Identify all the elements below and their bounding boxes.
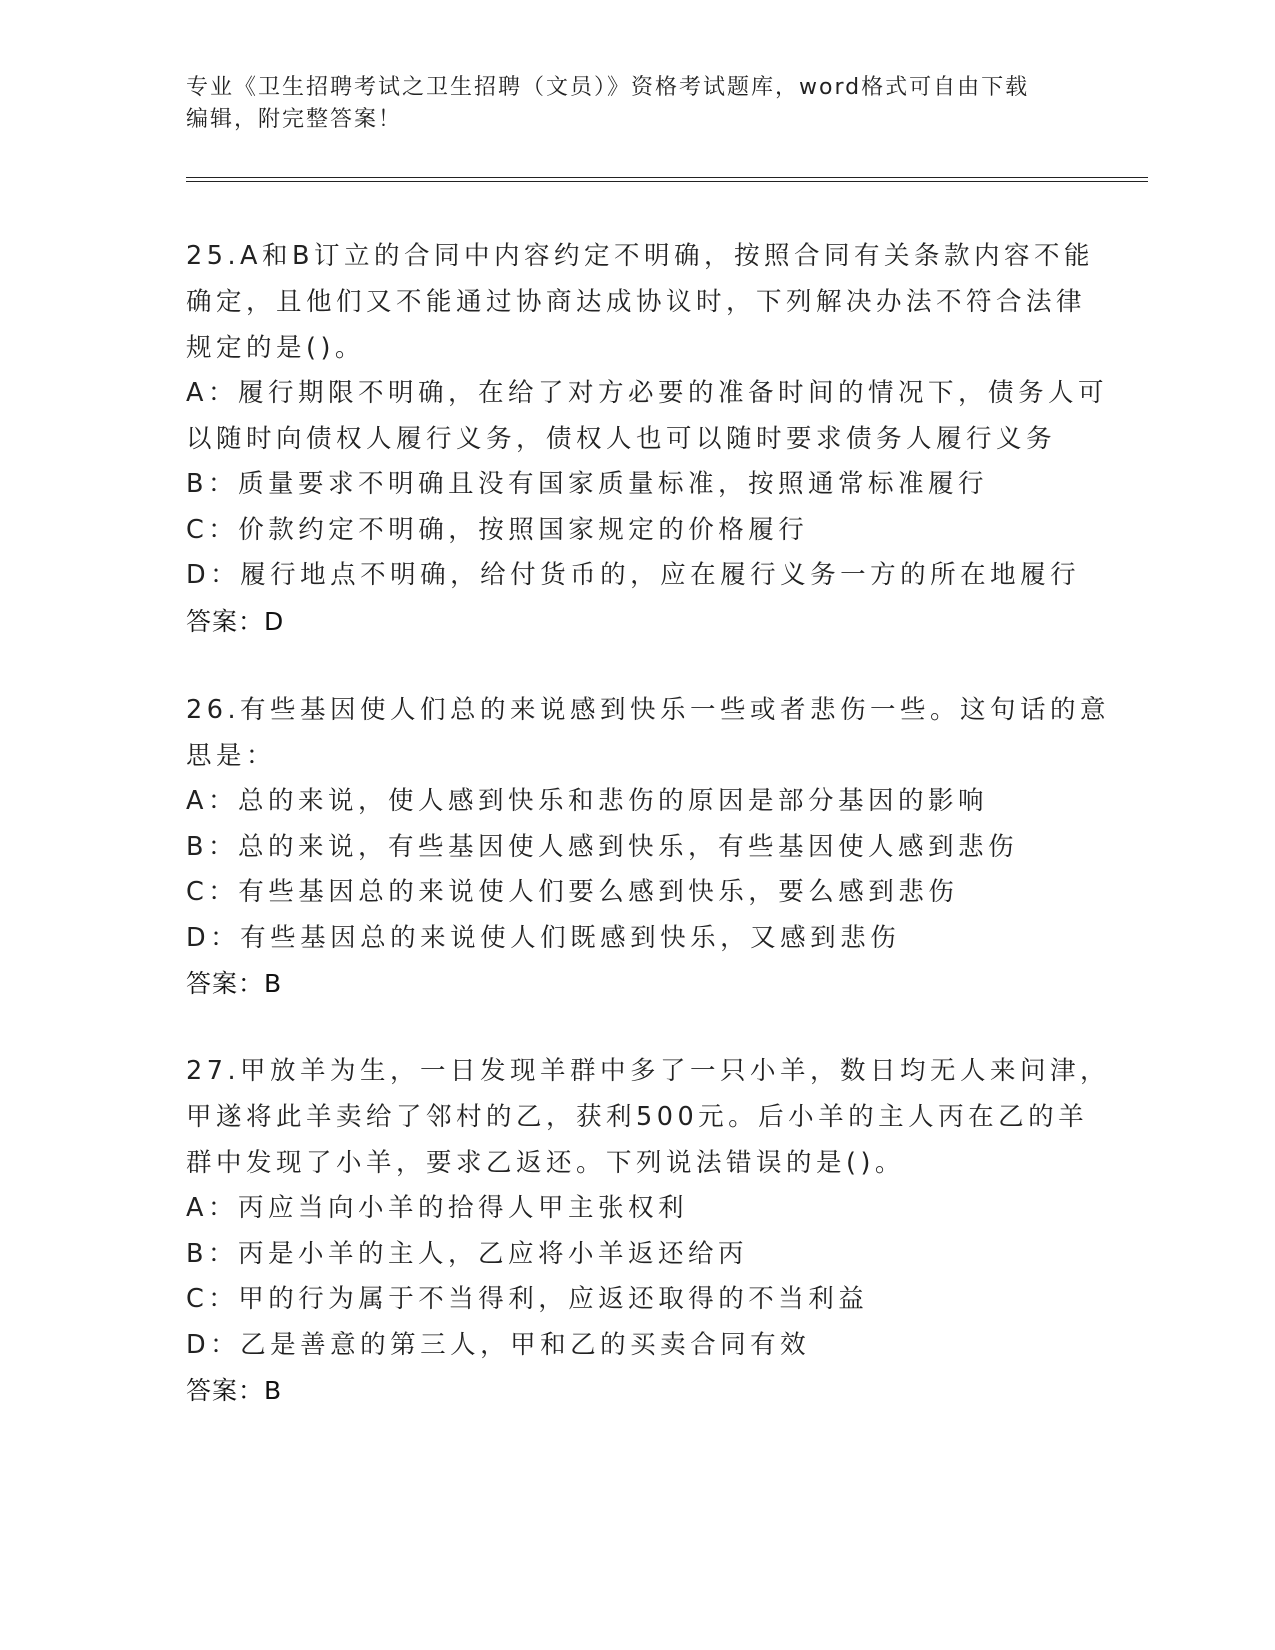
header-divider-bottom bbox=[186, 181, 1148, 182]
question-stem-line: 甲遂将此羊卖给了邻村的乙，获利500元。后小羊的主人丙在乙的羊 bbox=[186, 1102, 1089, 1132]
header-divider-top bbox=[186, 177, 1148, 178]
answer-label: 答案：D bbox=[186, 606, 285, 636]
question-27 bbox=[186, 1048, 1111, 1414]
question-stem-line: 27.甲放羊为生，一日发现羊群中多了一只小羊，数日均无人来问津， bbox=[186, 1056, 1111, 1086]
option-c: C：甲的行为属于不当得利，应返还取得的不当利益 bbox=[186, 1284, 869, 1314]
question-stem-line: 思是： bbox=[186, 741, 277, 771]
option-c: C：价款约定不明确，按照国家规定的价格履行 bbox=[186, 514, 809, 545]
option-d: D：有些基因总的来说使人们既感到快乐，又感到悲伤 bbox=[186, 922, 901, 953]
option-b: B：质量要求不明确且没有国家质量标准，按照通常标准履行 bbox=[186, 469, 988, 499]
option-a-continued: 以随时向债权人履行义务，债权人也可以随时要求债务人履行义务 bbox=[186, 423, 1057, 454]
question-stem-line: 规定的是()。 bbox=[186, 333, 365, 363]
document-header bbox=[186, 72, 1086, 136]
option-b: B：丙是小羊的主人，乙应将小羊返还给丙 bbox=[186, 1238, 748, 1269]
option-a: A：丙应当向小羊的拾得人甲主张权利 bbox=[186, 1193, 688, 1223]
question-25 bbox=[186, 233, 1108, 645]
answer-label: 答案：B bbox=[186, 1376, 283, 1405]
header-line-2: 编辑，附完整答案！ bbox=[186, 107, 403, 132]
option-c: C：有些基因总的来说使人们要么感到快乐，要么感到悲伤 bbox=[186, 877, 959, 907]
question-stem-line: 26.有些基因使人们总的来说感到快乐一些或者悲伤一些。这句话的意 bbox=[186, 695, 1111, 725]
question-26 bbox=[186, 687, 1111, 1007]
option-d: D：履行地点不明确，给付货币的，应在履行义务一方的所在地履行 bbox=[186, 560, 1081, 590]
option-a: A：履行期限不明确，在给了对方必要的准备时间的情况下，债务人可 bbox=[186, 378, 1108, 408]
option-a: A：总的来说，使人感到快乐和悲伤的原因是部分基因的影响 bbox=[186, 786, 988, 816]
option-b: B：总的来说，有些基因使人感到快乐，有些基因使人感到悲伤 bbox=[186, 831, 1018, 862]
question-stem-line: 25.A和B订立的合同中内容约定不明确，按照合同有关条款内容不能 bbox=[186, 241, 1094, 271]
answer-label: 答案：B bbox=[186, 969, 283, 998]
question-stem-line: 确定，且他们又不能通过协商达成协议时，下列解决办法不符合法律 bbox=[186, 287, 1087, 317]
option-d: D：乙是善意的第三人，甲和乙的买卖合同有效 bbox=[186, 1329, 811, 1360]
header-line-1: 专业《卫生招聘考试之卫生招聘（文员）》资格考试题库，word格式可自由下载 bbox=[186, 75, 1030, 100]
question-stem-line: 群中发现了小羊，要求乙返还。下列说法错误的是()。 bbox=[186, 1148, 905, 1178]
